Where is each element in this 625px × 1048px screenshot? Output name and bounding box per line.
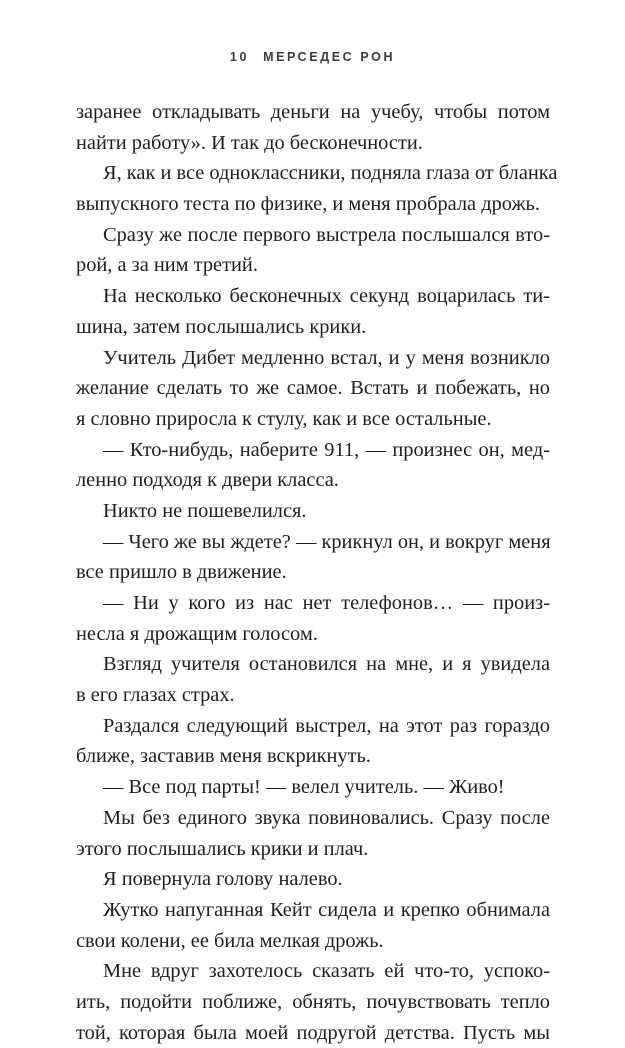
text-line: этого послышались крики и плач. — [76, 837, 369, 860]
text-line: — Все под парты! — велел учитель. — Живо! — [103, 776, 505, 799]
text-line: ближе, заставив меня вскрикнуть. — [76, 745, 371, 768]
text-line: заранее откладывать деньги на учебу, чтобы потом — [76, 101, 550, 123]
text-line: Жутко напуганная Кейт сидела и крепко обнимала — [103, 898, 550, 921]
text-line: Сразу же после первого выстрела послышался вто- — [103, 223, 550, 246]
text-line: — Чего же вы ждете? — крикнул он, и вокруг меня — [103, 530, 551, 553]
text-line: той, которая была моей подругой детства. Пусть мы — [76, 1021, 550, 1044]
text-line: Мне вдруг захотелось сказать ей что-то, успоко- — [103, 960, 550, 983]
text-line: ленно подходя к двери класса. — [76, 469, 339, 492]
text-line: в его глазах страх. — [76, 684, 235, 707]
text-line: я словно приросла к стулу, как и все остальные. — [76, 407, 492, 430]
text-line: Я, как и все одноклассники, подняла глаза от бланка — [103, 162, 558, 185]
text-line: шина, затем послышались крики. — [76, 315, 367, 338]
text-line: Учитель Дибет медленно встал, и у меня возникло — [103, 346, 550, 369]
book-author: МЕРСЕДЕС РОН — [263, 50, 396, 64]
text-line: несла я дрожащим голосом. — [76, 622, 318, 645]
text-line: ить, подойти поближе, обнять, почувствовать тепло — [76, 990, 550, 1013]
text-line: Взгляд учителя остановился на мне, и я увидела — [103, 653, 550, 676]
text-line: свои колени, ее била мелкая дрожь. — [76, 929, 384, 952]
text-line: рой, а за ним третий. — [76, 254, 258, 277]
text-line: Мы без единого звука повиновались. Сразу после — [103, 806, 550, 829]
page-number: 10 — [229, 50, 249, 64]
text-line: найти работу». И так до бесконечности. — [76, 131, 423, 154]
body-text — [76, 97, 558, 1048]
running-header — [0, 50, 625, 64]
text-line: желание сделать то же самое. Встать и побежать, но — [76, 377, 550, 400]
text-line: Никто не пошевелился. — [103, 499, 307, 522]
text-line: — Ни у кого из нас нет телефонов… — произ- — [103, 592, 550, 614]
text-line: выпускного теста по физике, и меня пробрала дрожь. — [76, 193, 540, 216]
text-line: Я повернула голову налево. — [103, 868, 343, 891]
text-line: все пришло в движение. — [76, 561, 287, 584]
text-line: — Кто-нибудь, наберите 911, — произнес он, мед- — [103, 438, 550, 461]
text-line: Раздался следующий выстрел, на этот раз гораздо — [103, 714, 550, 737]
text-line: На несколько бесконечных секунд воцарилась ти- — [103, 285, 550, 308]
